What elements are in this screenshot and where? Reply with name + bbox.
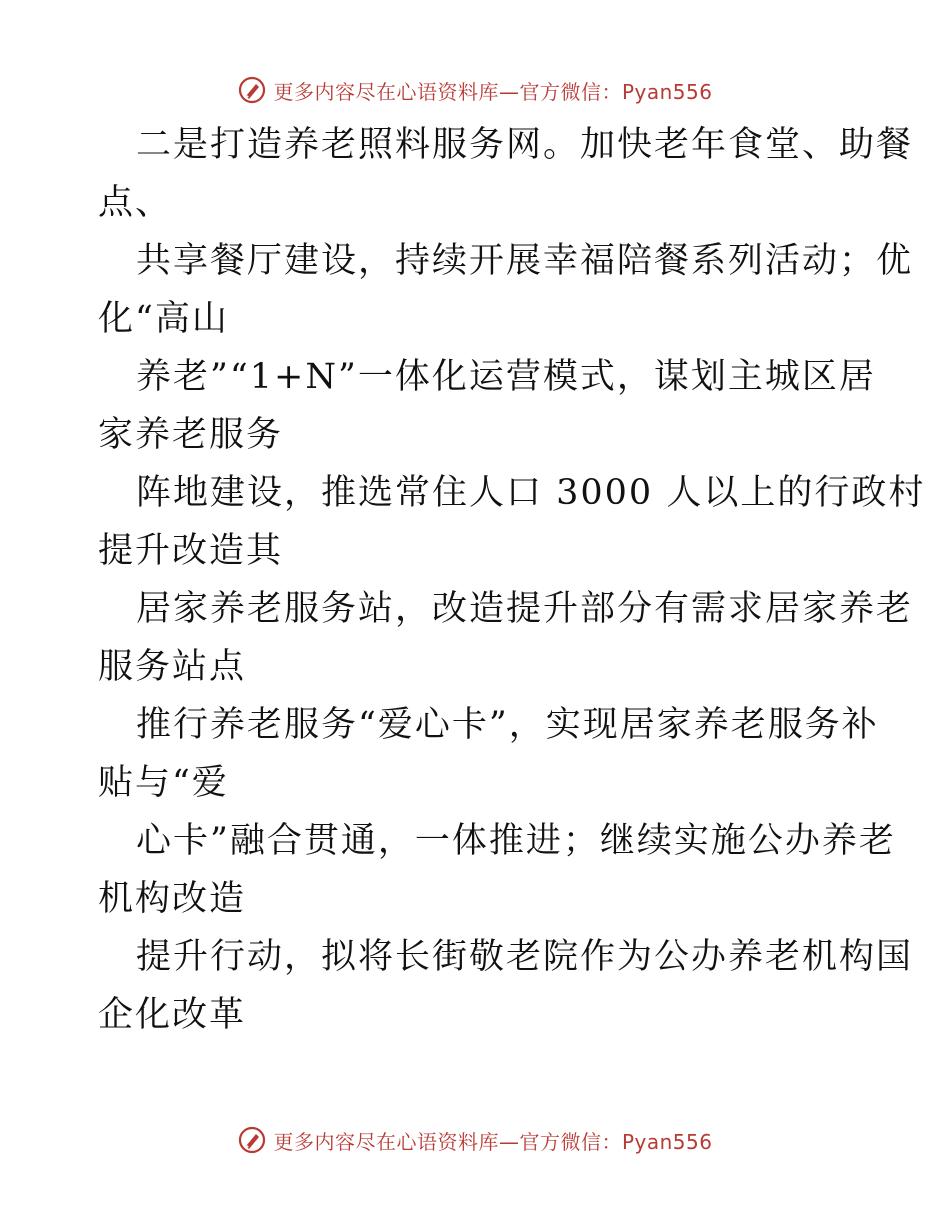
footer-brand-text: 更多内容尽在心语资料库—官方微信：Pyan556 <box>273 1129 713 1154</box>
page-footer <box>0 1120 950 1160</box>
body-line: 养老”“1+N”一体化运营模式，谋划主城区居 <box>136 357 876 397</box>
body-line: 化“高山 <box>98 299 229 339</box>
body-line: 居家养老服务站，改造提升部分有需求居家养老 <box>136 589 914 629</box>
pen-seal-icon <box>237 75 267 105</box>
pen-seal-icon <box>237 1125 267 1155</box>
body-line: 机构改造 <box>98 879 247 919</box>
body-line: 提升改造其 <box>98 531 284 571</box>
body-line: 家养老服务 <box>98 415 284 455</box>
body-line: 共享餐厅建设，持续开展幸福陪餐系列活动；优 <box>136 241 914 281</box>
body-line: 提升行动，拟将长街敬老院作为公办养老机构国 <box>136 937 914 977</box>
document-body <box>98 116 926 1044</box>
page-header <box>0 70 950 110</box>
body-line: 推行养老服务“爱心卡”，实现居家养老服务补 <box>136 705 879 745</box>
body-line: 心卡”融合贯通，一体推进；继续实施公办养老 <box>136 821 896 861</box>
body-line: 阵地建设，推选常住人口 3000 人以上的行政村 <box>136 473 926 513</box>
body-line: 点、 <box>98 183 173 223</box>
body-line: 二是打造养老照料服务网。加快老年食堂、助餐 <box>136 125 914 165</box>
body-line: 服务站点 <box>98 647 247 687</box>
body-line: 贴与“爱 <box>98 763 229 803</box>
body-line: 企化改革 <box>98 995 247 1035</box>
header-brand-text: 更多内容尽在心语资料库—官方微信：Pyan556 <box>273 79 713 104</box>
